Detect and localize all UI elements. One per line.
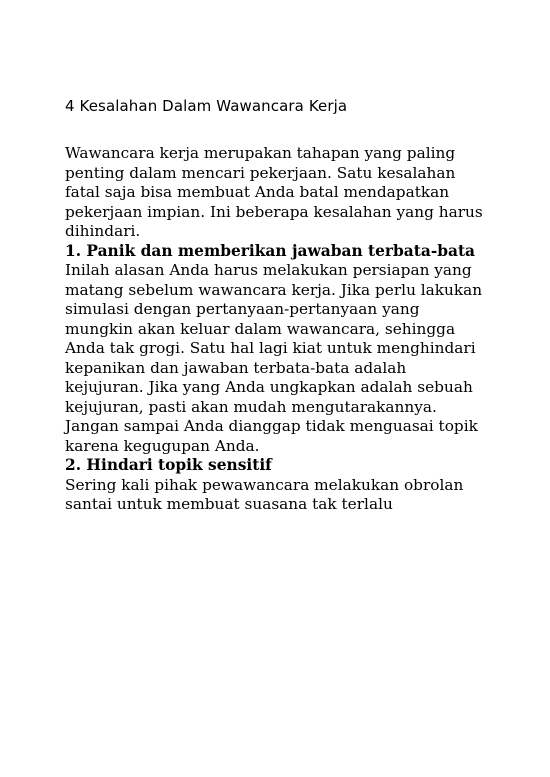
document-content bbox=[65, 96, 485, 515]
intro-paragraph: Wawancara kerja merupakan tahapan yang paling penting dalam mencari pekerjaan. Satu kesalahan fatal saja bisa membuat Anda batal mendapatkan pekerjaan impian. Ini beberapa kesalahan yang harus dihindari. bbox=[65, 144, 483, 240]
document-title: 4 Kesalahan Dalam Wawancara Kerja bbox=[65, 97, 348, 115]
section-2-paragraph: Sering kali pihak pewawancara melakukan obrolan santai untuk membuat suasana tak terlalu bbox=[65, 475, 464, 513]
section-1-paragraph: Inilah alasan Anda harus melakukan persiapan yang matang sebelum wawancara kerja. Jika perlu lakukan simulasi dengan pertanyaan-pertanyaan yang mungkin akan keluar dalam wawancara, sehingga Anda tak grogi. Satu hal lagi kiat untuk menghindari kepanikan dan jawaban terbata-bata adalah kejujuran. Jika yang Anda ungkapkan adalah sebuah kejujuran, pasti akan mudah mengutarakannya. Jangan sampai Anda dianggap tidak menguasai topik karena kegugupan Anda. bbox=[65, 261, 483, 455]
section-1-heading: 1. Panik dan memberikan jawaban terbata-bata bbox=[65, 241, 476, 260]
section-2-heading: 2. Hindari topik sensitif bbox=[65, 456, 272, 474]
